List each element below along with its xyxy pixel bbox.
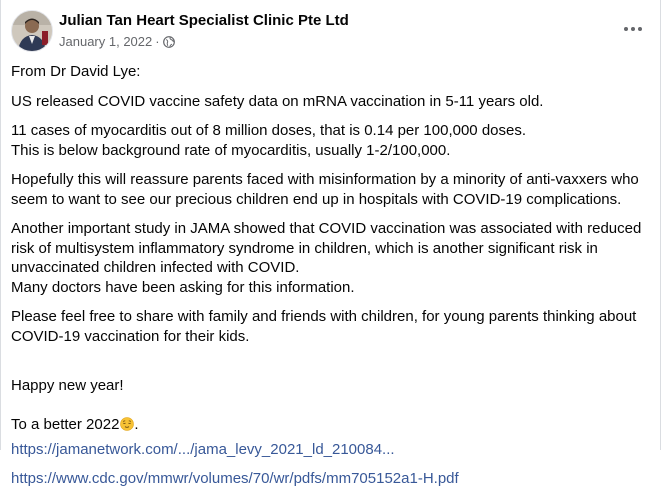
post-paragraph: Please feel free to share with family and friends with children, for young parents thinking about COVID-19 vaccination for their kids. — [11, 307, 651, 346]
post-paragraph: From Dr David Lye: — [11, 62, 651, 82]
post-header — [11, 10, 651, 52]
avatar-image — [12, 11, 52, 51]
more-options-icon[interactable] — [623, 22, 643, 34]
relieved-face-emoji — [120, 417, 134, 431]
meta-separator: · — [155, 34, 159, 49]
closing-line-2: To a better 2022 — [11, 416, 119, 433]
post-paragraph: Another important study in JAMA showed that COVID vaccination was associated with reduced risk of multisystem inflammatory syndrome in children, which is another significant risk in unvaccinated children infected with COVID. Many doctors have been asking for this information. — [11, 219, 651, 297]
post-date[interactable]: January 1, 2022 — [59, 34, 152, 49]
closing-line-1: Happy new year! — [11, 377, 124, 394]
globe-icon — [163, 36, 175, 48]
page-name-link[interactable]: Julian Tan Heart Specialist Clinic Pte Ltd — [59, 12, 349, 29]
post-body — [11, 62, 651, 488]
jama-link[interactable]: https://jamanetwork.com/.../jama_levy_2021_ld_210084... — [11, 440, 651, 460]
post-paragraph: 11 cases of myocarditis out of 8 million doses, that is 0.14 per 100,000 doses. This is below background rate of myocarditis, usually 1-2/100,000. — [11, 121, 651, 160]
closing-paragraph — [11, 356, 651, 434]
post-paragraph: US released COVID vaccine safety data on mRNA vaccination in 5-11 years old. — [11, 92, 651, 112]
post-paragraph: Hopefully this will reassure parents faced with misinformation by a minority of anti-vaxxers who seem to want to see our precious children end up in hospitals with COVID-19 complications. — [11, 170, 651, 209]
post-meta — [59, 34, 175, 49]
cdc-link[interactable]: https://www.cdc.gov/mmwr/volumes/70/wr/pdfs/mm705152a1-H.pdf — [11, 469, 651, 488]
avatar[interactable] — [11, 10, 53, 52]
closing-period: . — [134, 416, 138, 433]
